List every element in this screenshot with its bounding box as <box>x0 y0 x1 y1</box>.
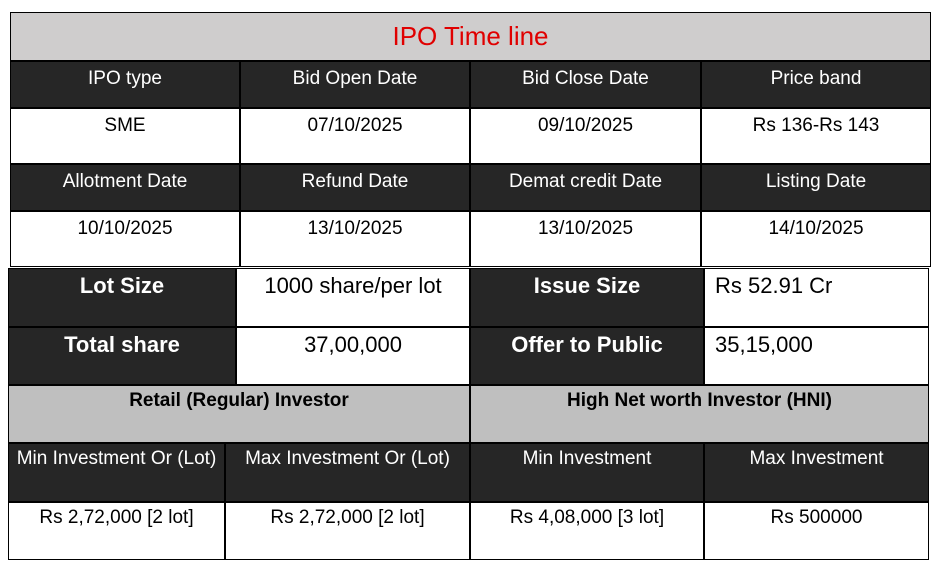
header-bid-open-date: Bid Open Date <box>240 61 470 108</box>
value-hni-min-investment: Rs 4,08,000 [3 lot] <box>470 502 704 560</box>
header-bid-close-date: Bid Close Date <box>470 61 701 108</box>
value-bid-close-date: 09/10/2025 <box>470 108 701 164</box>
header-listing-date: Listing Date <box>701 164 931 211</box>
header-retail-min-investment: Min Investment Or (Lot) <box>8 443 225 502</box>
value-refund-date: 13/10/2025 <box>240 211 470 267</box>
header-hni-max-investment: Max Investment <box>704 443 929 502</box>
value-issue-size: Rs 52.91 Cr <box>704 268 929 327</box>
value-hni-max-investment: Rs 500000 <box>704 502 929 560</box>
label-lot-size: Lot Size <box>8 268 236 327</box>
label-issue-size: Issue Size <box>470 268 704 327</box>
value-retail-max-investment: Rs 2,72,000 [2 lot] <box>225 502 470 560</box>
value-listing-date: 14/10/2025 <box>701 211 931 267</box>
value-demat-credit-date: 13/10/2025 <box>470 211 701 267</box>
header-ipo-type: IPO type <box>10 61 240 108</box>
header-allotment-date: Allotment Date <box>10 164 240 211</box>
value-ipo-type: SME <box>10 108 240 164</box>
value-total-share: 37,00,000 <box>236 327 470 385</box>
value-lot-size: 1000 share/per lot <box>236 268 470 327</box>
value-price-band: Rs 136-Rs 143 <box>701 108 931 164</box>
header-price-band: Price band <box>701 61 931 108</box>
header-retail-max-investment: Max Investment Or (Lot) <box>225 443 470 502</box>
label-total-share: Total share <box>8 327 236 385</box>
value-offer-to-public: 35,15,000 <box>704 327 929 385</box>
header-hni-min-investment: Min Investment <box>470 443 704 502</box>
section-retail-investor: Retail (Regular) Investor <box>8 385 470 443</box>
page-title: IPO Time line <box>10 12 931 61</box>
section-hni-investor: High Net worth Investor (HNI) <box>470 385 929 443</box>
value-retail-min-investment: Rs 2,72,000 [2 lot] <box>8 502 225 560</box>
value-bid-open-date: 07/10/2025 <box>240 108 470 164</box>
label-offer-to-public: Offer to Public <box>470 327 704 385</box>
header-refund-date: Refund Date <box>240 164 470 211</box>
value-allotment-date: 10/10/2025 <box>10 211 240 267</box>
header-demat-credit-date: Demat credit Date <box>470 164 701 211</box>
